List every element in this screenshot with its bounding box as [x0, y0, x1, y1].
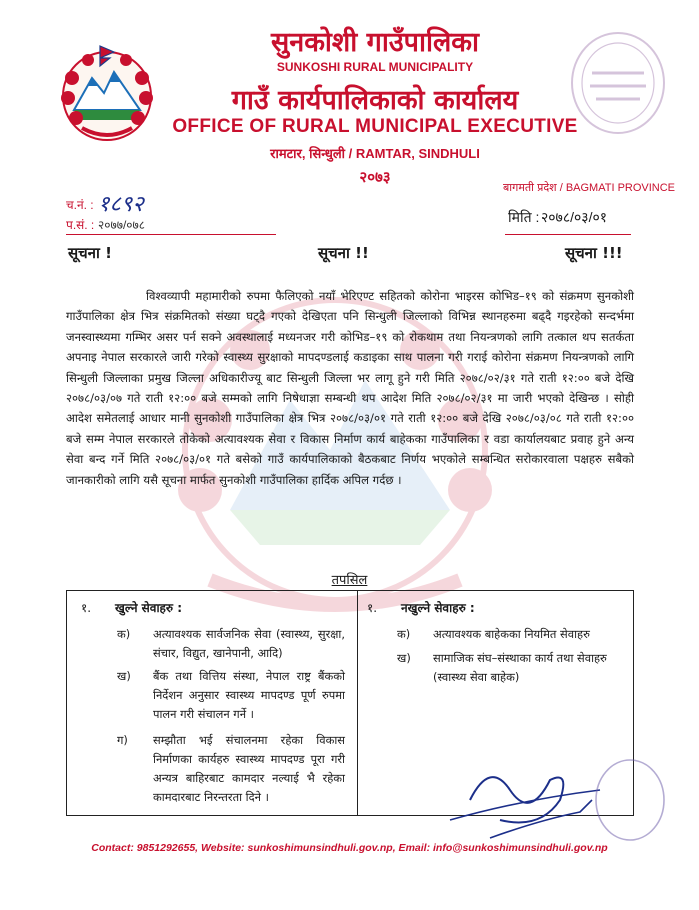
- fiscal-year-value: २०७७/०७८: [98, 218, 146, 232]
- address: रामटार, सिन्धुली / RAMTAR, SINDHULI: [270, 146, 480, 161]
- list-item-text: अत्यावश्यक बाहेकका नियमित सेवाहरु: [433, 627, 590, 641]
- list-item-text: अत्यावश्यक सार्वजनिक सेवा (स्वास्थ्य, सुरक्षा, संचार, विद्युत, खानेपानी, आदि): [153, 627, 345, 660]
- list-item: [117, 667, 345, 729]
- municipality-title-en: SUNKOSHI RURAL MUNICIPALITY: [276, 60, 474, 74]
- open-services-title: खुल्ने सेवाहरु :: [115, 601, 183, 615]
- office-title-en: OFFICE OF RURAL MUNICIPAL EXECUTIVE: [172, 116, 578, 137]
- list-item: [117, 625, 345, 665]
- office-stamp-icon: [568, 28, 668, 138]
- office-title-np: गाउँ कार्यपालिकाको कार्यालय: [231, 85, 519, 116]
- signature-icon: [430, 740, 670, 850]
- list-item-key: ख): [397, 651, 411, 665]
- notice-body-paragraph: विश्वव्यापी महामारीको रुपमा फैलिएको नयाँ भेरिएण्ट सहितको कोरोना भाइरस कोभिड–१९ को संक्रमण सुनकोशी गाउँपालिका क्षेत्र भित्र संक्रमितको संख्या घट्दै गएको देखिएता पनि सिन्धुली जिल्लाको विभिन्न स्थानहरुमा बढ्दै गइरहेको सन्दर्भमा जनस्वास्थ्यमा गम्भिर असर पर्न सक्ने अवस्थालाई मध्यनजर गरी कोभिड–१९ को रोकथाम तथा नियन्त्रणको लागि तत्काल थप सतर्कता अपनाइ नेपाल सरकारले जारी गरेको स्वास्थ्य सुरक्षाको मापदण्डलाई कडाइका साथ पालना गरी गराई कोरोना संक्रमण नियन्त्रणको लागि सिन्धुली जिल्लाका प्रमुख जिल्ला अधिकारीज्यू बाट सिन्धुली जिल्ला भर लागू हुने गरी मिति २०७८/०२/३१ गते राती १२:०० बजे देखि २०७८/०३/०७ गते राती १२:०० बजे सम्मको लागि निषेधाज्ञा सम्बन्धी थप आदेश मिति २०७८/०२/३१ मा जारी भएको देखिन्छ । सोही आदेश समेतलाई आधार मानी सुनकोशी गाउँपालिका क्षेत्र भित्र २०७८/०३/०१ गते राती १२:०० बजे देखि २०७८/०३/०८ गते राती १२:०० बजे सम्म नेपाल सरकारले तोकेको अत्यावश्यक सेवा र विकास निर्माण कार्य बाहेकका गाउँपालिका र वडा कार्यालयबाट प्रवाह हुने अन्य सेवा बन्द गर्ने मिति २०७८/०३/०१ गते बसेको गाउँ कार्यपालिकाको बैठकबाट निर्णय भएकोले सम्बन्धित सरोकारवाला पक्षहरु सबैको जानकारीको लागि यसै सूचना मार्फत सुनकोशी गाउँपालिका हार्दिक अपिल गर्दछ ।: [66, 289, 634, 487]
- notice-heading-right: सूचना !!!: [565, 244, 623, 262]
- closed-services-number: १.: [367, 601, 378, 615]
- fiscal-year-label: प.सं. :: [66, 218, 95, 232]
- province-label: बागमती प्रदेश / BAGMATI PROVINCE: [503, 182, 676, 194]
- notice-heading-center: सूचना !!: [318, 244, 369, 262]
- list-item: [397, 625, 627, 647]
- open-services-number: १.: [81, 601, 92, 615]
- letter-number-value: १८९२: [98, 192, 144, 217]
- list-item-text: बैंक तथा वित्तिय संस्था, नेपाल राष्ट्र बैंकको निर्देशन अनुसार स्वास्थ्य मापदण्ड पूर्ण रुपमा पालन गरी संचालन गर्ने ।: [153, 669, 345, 721]
- header-rule-right: [505, 234, 631, 235]
- notice-heading-left: सूचना !: [68, 244, 112, 262]
- municipality-title-np: सुनकोशी गाउँपालिका: [270, 27, 480, 58]
- details-heading: तपसिल: [331, 573, 368, 588]
- table-divider: [357, 591, 358, 815]
- closed-services-title: नखुल्ने सेवाहरु :: [401, 601, 475, 615]
- list-item-key: ग): [117, 733, 128, 747]
- open-services-heading: [81, 599, 182, 616]
- list-item-text: सम्झौता भई संचालनमा रहेका विकास निर्माणका कार्यहरु स्वास्थ्य मापदण्ड पूरा गरी अन्यत्र बाहिरबाट कामदार नल्याई भै रहेका कामदारबाट निरन्तरता दिने ।: [153, 733, 345, 804]
- list-item: [117, 731, 345, 811]
- established-year: २०७३: [359, 168, 391, 186]
- list-item-text: सामाजिक संघ–संस्थाका कार्य तथा सेवाहरु (स्वास्थ्य सेवा बाहेक): [433, 651, 607, 684]
- list-item-key: ख): [117, 669, 131, 683]
- closed-services-heading: [367, 599, 475, 616]
- nepal-emblem-icon: [52, 38, 162, 148]
- list-item: [397, 649, 627, 691]
- footer-contact: Contact: 9851292655, Website: sunkoshimunsindhuli.gov.np, Email: info@sunkoshimunsindhuli.gov.np: [91, 842, 608, 854]
- date-value: २०७८/०३/०१: [541, 209, 608, 225]
- list-item-key: क): [117, 627, 131, 641]
- header-rule-left: [66, 234, 276, 235]
- list-item-key: क): [397, 627, 411, 641]
- letter-number-label: च.नं. :: [66, 198, 94, 212]
- date-label: मिति :: [508, 209, 540, 225]
